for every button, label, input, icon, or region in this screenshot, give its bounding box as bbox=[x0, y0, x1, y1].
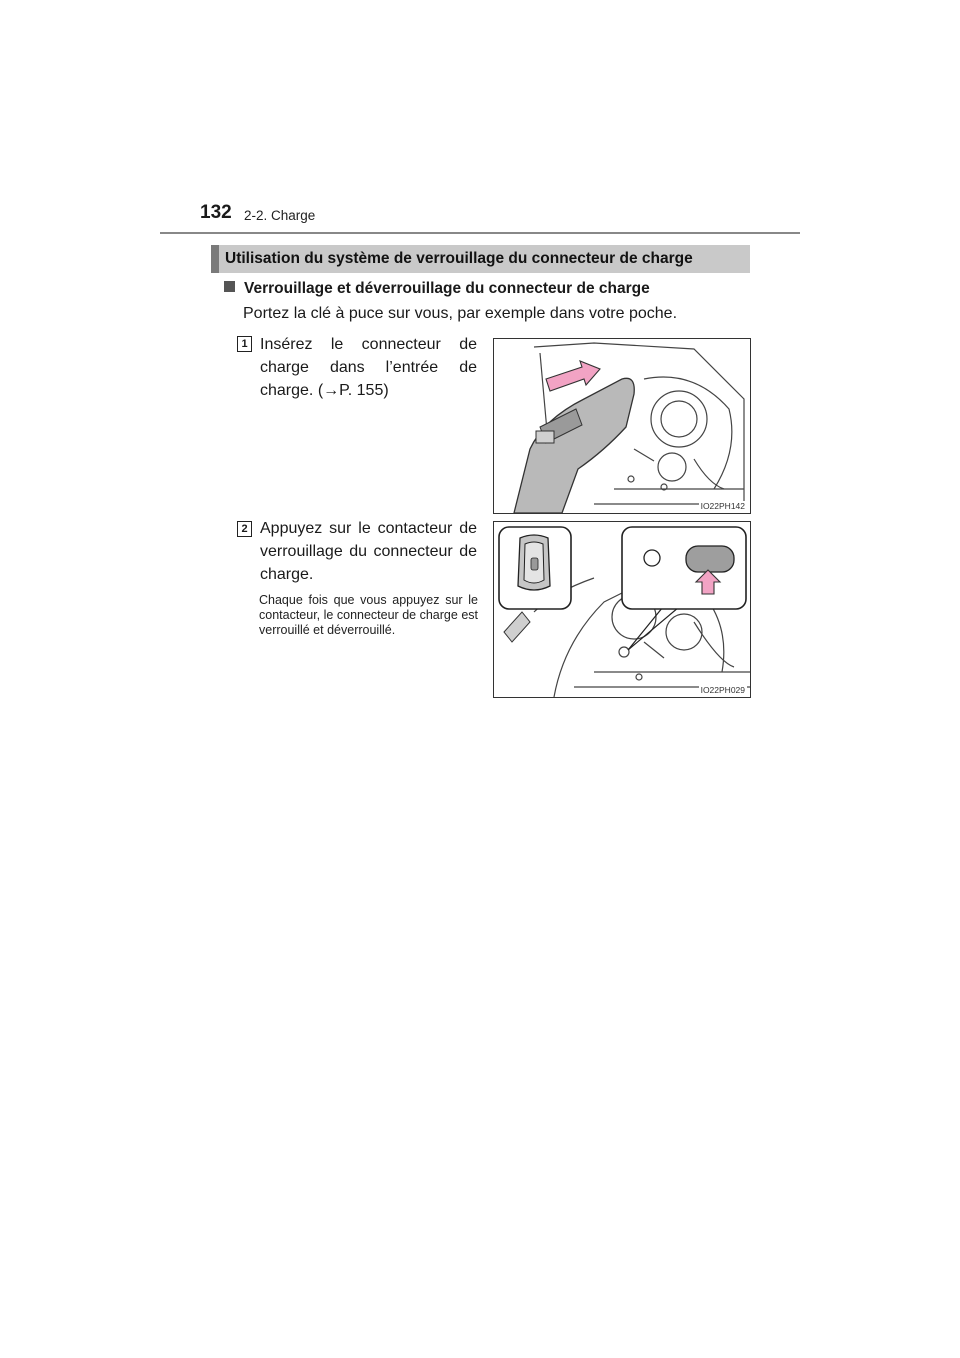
intro-text: Portez la clé à puce sur vous, par exemple dans votre poche. bbox=[243, 305, 678, 322]
page-number: 132 bbox=[200, 202, 232, 223]
square-bullet-icon bbox=[224, 281, 235, 292]
lock-switch-icon bbox=[686, 546, 734, 572]
step-2-note: Chaque fois que vous appuyez sur le contacteur, le connecteur de charge est verrouillé et déverrouillé. bbox=[259, 593, 478, 637]
step-2-text: Appuyez sur le contacteur de verrouillage du connecteur de charge. bbox=[260, 520, 477, 583]
chapter-title: 2-2. Charge bbox=[244, 208, 316, 223]
step-number-2: 2 bbox=[237, 521, 252, 537]
section-banner: Utilisation du système de verrouillage du connecteur de charge bbox=[211, 245, 750, 273]
step-1-text: Insérez le connecteur de charge dans l’entrée de charge. (→P. 155) bbox=[260, 336, 477, 399]
figure-code-2: IO22PH029 bbox=[700, 685, 745, 695]
connector-insert-illustration bbox=[494, 339, 750, 513]
header-rule bbox=[160, 232, 800, 234]
lock-switch-illustration bbox=[494, 522, 750, 697]
sub-heading bbox=[224, 280, 650, 298]
figure-insert-connector bbox=[493, 338, 751, 514]
sub-heading-text: Verrouillage et déverrouillage du connecteur de charge bbox=[244, 280, 650, 297]
figure-lock-switch bbox=[493, 521, 751, 698]
insert-arrow-icon bbox=[546, 361, 600, 391]
figure-code-1: IO22PH142 bbox=[700, 501, 745, 511]
step-number-1: 1 bbox=[237, 336, 252, 352]
